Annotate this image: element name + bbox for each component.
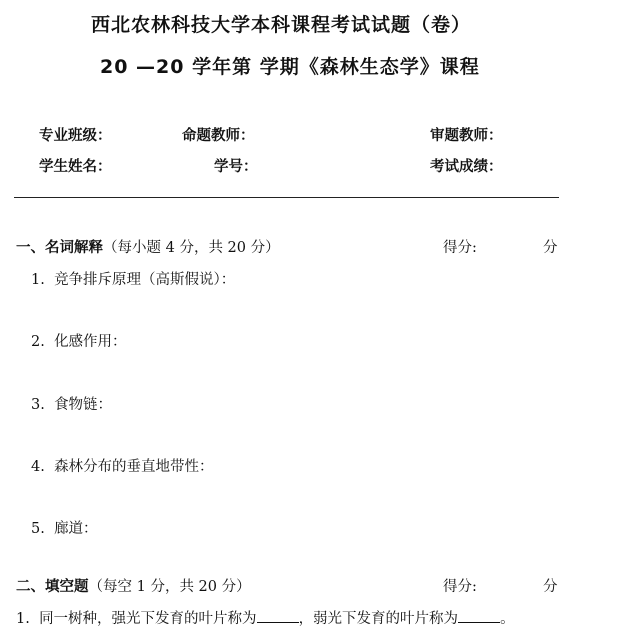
reviewer-label: 审题教师： [430,128,503,144]
question-number: 1. [16,611,30,627]
item-number: 2. [31,334,45,350]
setter-label: 命题教师： [182,128,255,144]
item-number: 3. [31,397,45,413]
section1-title: 一、名词解释 [16,240,103,256]
student-id-label: 学号： [214,159,258,175]
section2-score-unit: 分 [543,579,558,595]
section2-score-label: 得分: [443,579,477,595]
list-item [31,393,112,414]
item-number: 5. [31,521,45,537]
answer-blank-2[interactable] [458,608,500,623]
list-item [31,517,98,538]
question-text-part3: 。 [500,611,515,627]
course-subtitle: 20 —20 学年第 学期《森林生态学》课程 [100,56,480,78]
list-item [31,455,214,476]
section1-score-label: 得分: [443,240,477,256]
section1-note: （每小题 4 分，共 20 分） [103,240,280,256]
student-name-label: 学生姓名： [39,159,112,175]
item-text: 化感作用： [54,334,127,350]
section2-heading [16,575,251,596]
list-item [31,330,127,351]
exam-title: 西北农林科技大学本科课程考试试题（卷） [91,14,472,36]
item-text: 竞争排斥原理（高斯假说）： [54,272,236,288]
section2-title: 二、填空题 [16,579,89,595]
item-text: 食物链： [54,397,113,413]
exam-score-label: 考试成绩： [430,159,503,175]
section2-note: （每空 1 分，共 20 分） [88,579,251,595]
section1-score-unit: 分 [543,240,558,256]
list-item [31,268,235,289]
item-number: 4. [31,459,45,475]
answer-blank-1[interactable] [257,608,299,623]
question-text-part1: 同一树种，强光下发育的叶片称为 [39,611,257,627]
question-text-part2: ，弱光下发育的叶片称为 [298,611,459,627]
header-divider [14,197,559,198]
item-text: 森林分布的垂直地带性： [54,459,214,475]
fill-question [16,607,515,628]
item-text: 廊道： [54,521,98,537]
major-class-label: 专业班级： [39,128,112,144]
item-number: 1. [31,272,45,288]
section1-heading [16,236,280,257]
